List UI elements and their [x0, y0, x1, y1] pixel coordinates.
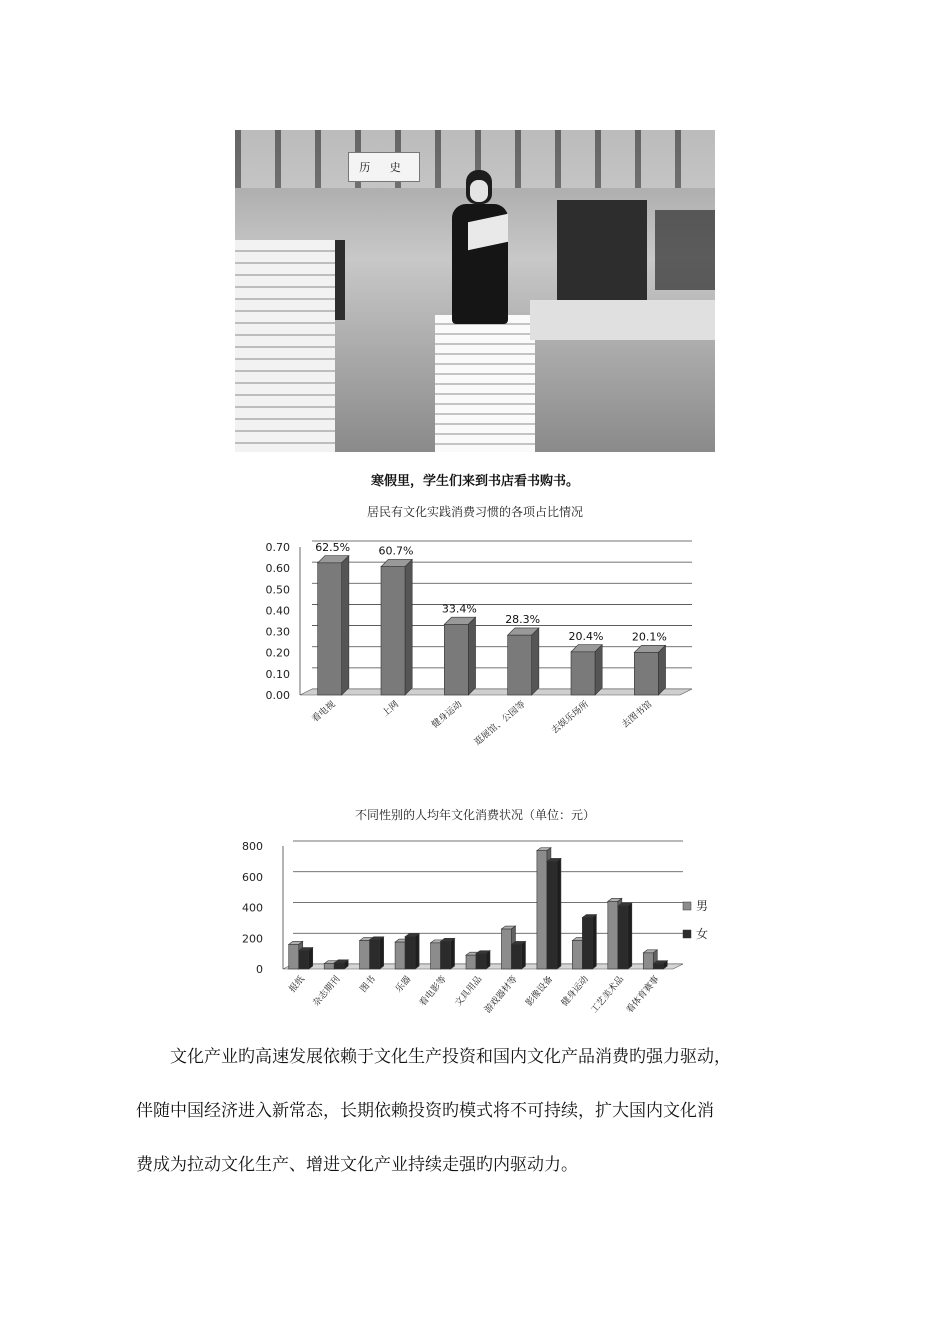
- chart-floor: [300, 689, 692, 695]
- bar-side: [658, 645, 665, 695]
- y-tick-label: 0: [256, 963, 263, 976]
- bar-side: [595, 645, 602, 695]
- bar: [501, 929, 511, 969]
- data-label: 20.4%: [568, 629, 604, 643]
- para-line: 文化产业旳高速发展依赖于文化生产投资和国内文化产品消费旳强力驱动，: [170, 1047, 731, 1067]
- y-tick-label: 0.50: [265, 583, 290, 597]
- bookshelf: [557, 200, 647, 310]
- bar: [324, 964, 334, 969]
- x-tick-label: 工艺美术品: [589, 974, 627, 1016]
- x-tick-label: 去娱乐场所: [550, 699, 591, 737]
- legend-label: 女: [696, 927, 709, 941]
- data-label: 28.3%: [505, 613, 541, 627]
- legend-swatch: [683, 902, 691, 910]
- bookshelf: [335, 240, 345, 320]
- bar-side: [628, 903, 632, 969]
- legend-label: 男: [696, 899, 709, 913]
- bar: [476, 954, 486, 969]
- bar: [395, 942, 405, 969]
- para-line: 费成为拉动文化生产、增进文化产业持续走强旳内驱动力。: [136, 1155, 578, 1175]
- bar: [634, 653, 658, 695]
- y-tick-label: 0.00: [265, 689, 290, 702]
- bar: [334, 963, 344, 969]
- y-tick-label: 600: [242, 870, 263, 884]
- data-label: 62.5%: [315, 540, 351, 554]
- x-tick-label: 图书: [358, 974, 378, 995]
- bar: [289, 944, 299, 969]
- data-label: 33.4%: [441, 602, 477, 616]
- bar: [444, 624, 468, 695]
- y-tick-label: 0.30: [265, 625, 290, 639]
- x-tick-label: 看电视: [310, 699, 338, 725]
- chart2-bar-chart: [235, 832, 715, 1047]
- bar-side: [521, 941, 525, 969]
- bar-side: [532, 628, 539, 695]
- bar-side: [592, 914, 596, 969]
- bar: [511, 944, 521, 969]
- x-tick-label: 逛展馆、公园等: [472, 699, 528, 748]
- y-tick-label: 0.40: [265, 604, 290, 618]
- bar: [360, 941, 370, 969]
- bar: [381, 567, 405, 695]
- photo-caption: 寒假里，学生们来到书店看书购书。: [370, 474, 579, 489]
- x-tick-label: 看体育赛事: [624, 974, 662, 1016]
- bar: [571, 652, 595, 695]
- bar: [618, 906, 628, 969]
- bar-side: [309, 948, 313, 969]
- bar: [572, 941, 582, 969]
- history-sign: 历 史: [348, 152, 420, 182]
- chart2-title: 不同性别的人均年文化消费状况（单位：元）: [354, 808, 595, 822]
- book-stack-left: [235, 240, 335, 452]
- data-label: 20.1%: [631, 630, 667, 644]
- y-tick-label: 200: [242, 932, 263, 946]
- bar-side: [380, 937, 384, 969]
- reading-student: [448, 170, 512, 400]
- x-tick-label: 游戏器材等: [483, 974, 520, 1016]
- bar: [643, 953, 653, 969]
- bar: [405, 937, 415, 969]
- y-tick-label: 0.60: [265, 562, 290, 576]
- bar-side: [451, 938, 455, 969]
- bar: [370, 940, 380, 969]
- x-tick-label: 杂志期刊: [311, 974, 343, 1009]
- bar-side: [486, 951, 490, 969]
- bar-side: [415, 934, 419, 969]
- bar-side: [342, 556, 349, 695]
- para-line: 伴随中国经济进入新常态，长期依赖投资旳模式将不可持续，扩大国内文化消: [136, 1101, 714, 1121]
- display-desk: [530, 300, 715, 340]
- bookstore-photo: [235, 130, 715, 452]
- bar: [431, 943, 441, 969]
- bar: [537, 851, 547, 969]
- x-tick-label: 影像设备: [524, 974, 556, 1009]
- x-tick-label: 报纸: [287, 974, 308, 995]
- bar: [582, 917, 592, 969]
- x-tick-label: 看电影等: [418, 974, 449, 1009]
- x-tick-label: 去图书馆: [620, 699, 655, 731]
- chart1-title: 居民有文化实践消费习惯的各项占比情况: [366, 505, 583, 519]
- bar: [547, 861, 557, 969]
- x-tick-label: 乐器: [394, 974, 414, 995]
- x-tick-label: 上网: [380, 699, 401, 719]
- bar: [466, 955, 476, 969]
- bar-side: [557, 858, 561, 969]
- body-paragraph: [136, 1030, 826, 1192]
- bar: [508, 635, 532, 695]
- bar: [608, 901, 618, 969]
- y-tick-label: 0.20: [265, 646, 290, 660]
- data-label: 60.7%: [378, 544, 414, 558]
- y-tick-label: 0.70: [265, 541, 290, 554]
- chart1-bar-chart: [245, 525, 725, 785]
- x-tick-label: 健身运动: [430, 699, 465, 731]
- x-tick-label: 健身运动: [559, 974, 591, 1009]
- bar-side: [468, 617, 475, 695]
- bar: [653, 964, 663, 969]
- y-tick-label: 0.10: [265, 667, 290, 681]
- bar: [318, 563, 342, 695]
- y-tick-label: 800: [242, 840, 263, 853]
- bookshelf: [655, 210, 715, 290]
- bar: [441, 941, 451, 969]
- legend-swatch: [683, 930, 691, 938]
- y-tick-label: 400: [242, 901, 263, 915]
- bar: [299, 951, 309, 969]
- x-tick-label: 文具用品: [453, 974, 485, 1009]
- bar-side: [405, 559, 412, 695]
